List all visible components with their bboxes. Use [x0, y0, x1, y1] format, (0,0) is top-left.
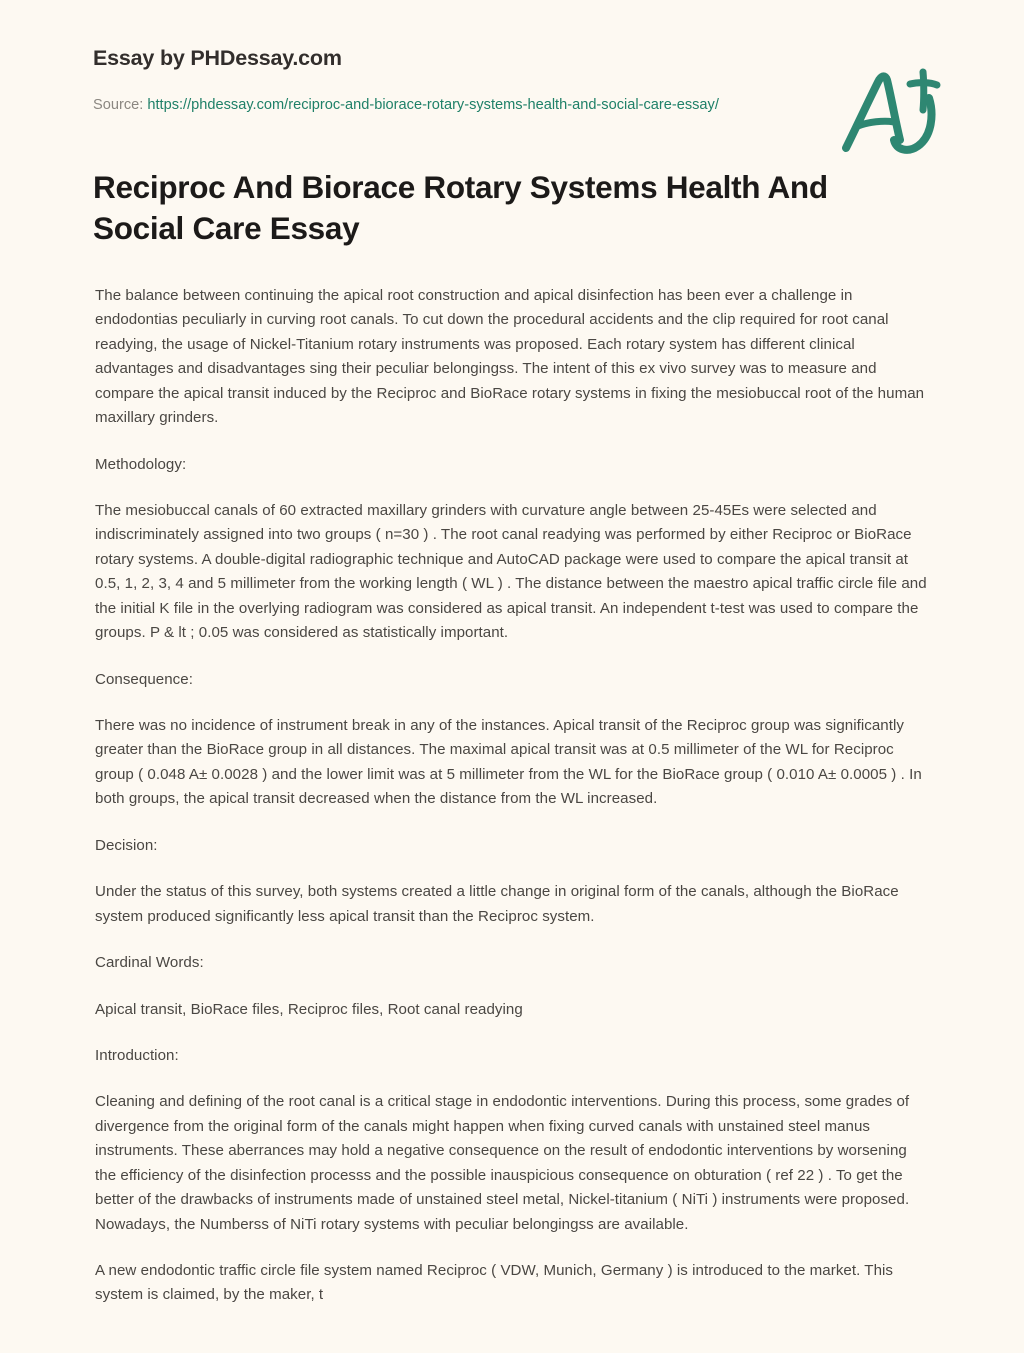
source-url-link[interactable]: https://phdessay.com/reciproc-and-biorace-rotary-systems-health-and-social-care-essay/: [147, 96, 719, 113]
page-header: [0, 0, 1024, 119]
section-label-decision: Decision:: [95, 836, 158, 854]
section-label-methodology: Methodology:: [95, 455, 187, 473]
body-paragraph: The mesiobuccal canals of 60 extracted maxillary grinders with curvature angle between 25-45Es were selected and indiscriminately assigned into two groups ( n=30 ) . The root canal readying was performed by either Reciproc or BioRace rotary systems. A double-digital radiographic technique and AutoCAD package were used to compare the apical transit at 0.5, 1, 2, 3, 4 and 5 millimeter from the working length ( WL ) . The distance between the maestro apical traffic circle file and the initial K file in the overlying radiogram was considered as apical transit. An independent t-test was used to compare the groups. P & lt ; 0.05 was considered as statistically important.: [95, 501, 927, 642]
a-plus-logo-icon: [832, 62, 952, 172]
body-paragraph-truncated: A new endodontic traffic circle file system named Reciproc ( VDW, Munich, Germany ) is introduced to the market. This system is claimed, by the maker, t: [95, 1262, 894, 1304]
source-line: [93, 93, 753, 119]
body-paragraph: There was no incidence of instrument break in any of the instances. Apical transit of the Reciproc group was significantly greater than the BioRace group in all distances. The maximal apical transit was at 0.5 millimeter of the WL for Reciproc group ( 0.048 A± 0.0028 ) and the lower limit was at 5 millimeter from the WL for the BioRace group ( 0.010 A± 0.0005 ) . In both groups, the apical transit decreased when the distance from the WL increased.: [95, 717, 922, 808]
body-paragraph: Under the status of this survey, both systems created a little change in original form of the canals, although the BioRace system produced significantly less apical transit than the Reciproc system.: [95, 883, 899, 925]
body-paragraph: The balance between continuing the apical root construction and apical disinfection has been ever a challenge in endodontias peculiarly in curving root canals. To cut down the procedural accidents and the clip required for root canal readying, the usage of Nickel-Titanium rotary instruments was proposed. Each rotary system has different clinical advantages and disadvantages sing their peculiar belongingss. The intent of this ex vivo survey was to measure and compare the apical transit induced by the Reciproc and BioRace rotary systems in fixing the mesiobuccal root of the human maxillary grinders.: [95, 286, 925, 427]
brand-title: Essay by PHDessay.com: [93, 46, 342, 70]
body-paragraph: Cleaning and defining of the root canal is a critical stage in endodontic interventions. During this process, some grades of divergence from the original form of the canals might happen when fixing curved canals with unstained steel manus instruments. These aberrances may hold a negative consequence on the result of endodontic interventions by worsening the efficiency of the disinfection processs and the possible inauspicious consequence on obturation ( ref 22 ) . To get the better of the drawbacks of instruments made of unstained steel metal, Nickel-titanium ( NiTi ) instruments were proposed. Nowadays, the Numberss of NiTi rotary systems with peculiar belongingss are available.: [95, 1093, 910, 1233]
section-label-cardinal-words: Cardinal Words:: [95, 954, 204, 972]
body-paragraph-keywords: Apical transit, BioRace files, Reciproc files, Root canal readying: [95, 1000, 523, 1018]
section-label-consequence: Consequence:: [95, 670, 193, 688]
section-label-introduction: Introduction:: [95, 1046, 179, 1064]
page-title: Reciproc And Biorace Rotary Systems Health And Social Care Essay: [93, 168, 828, 247]
essay-body: [95, 284, 931, 1330]
source-label: Source:: [93, 96, 144, 113]
